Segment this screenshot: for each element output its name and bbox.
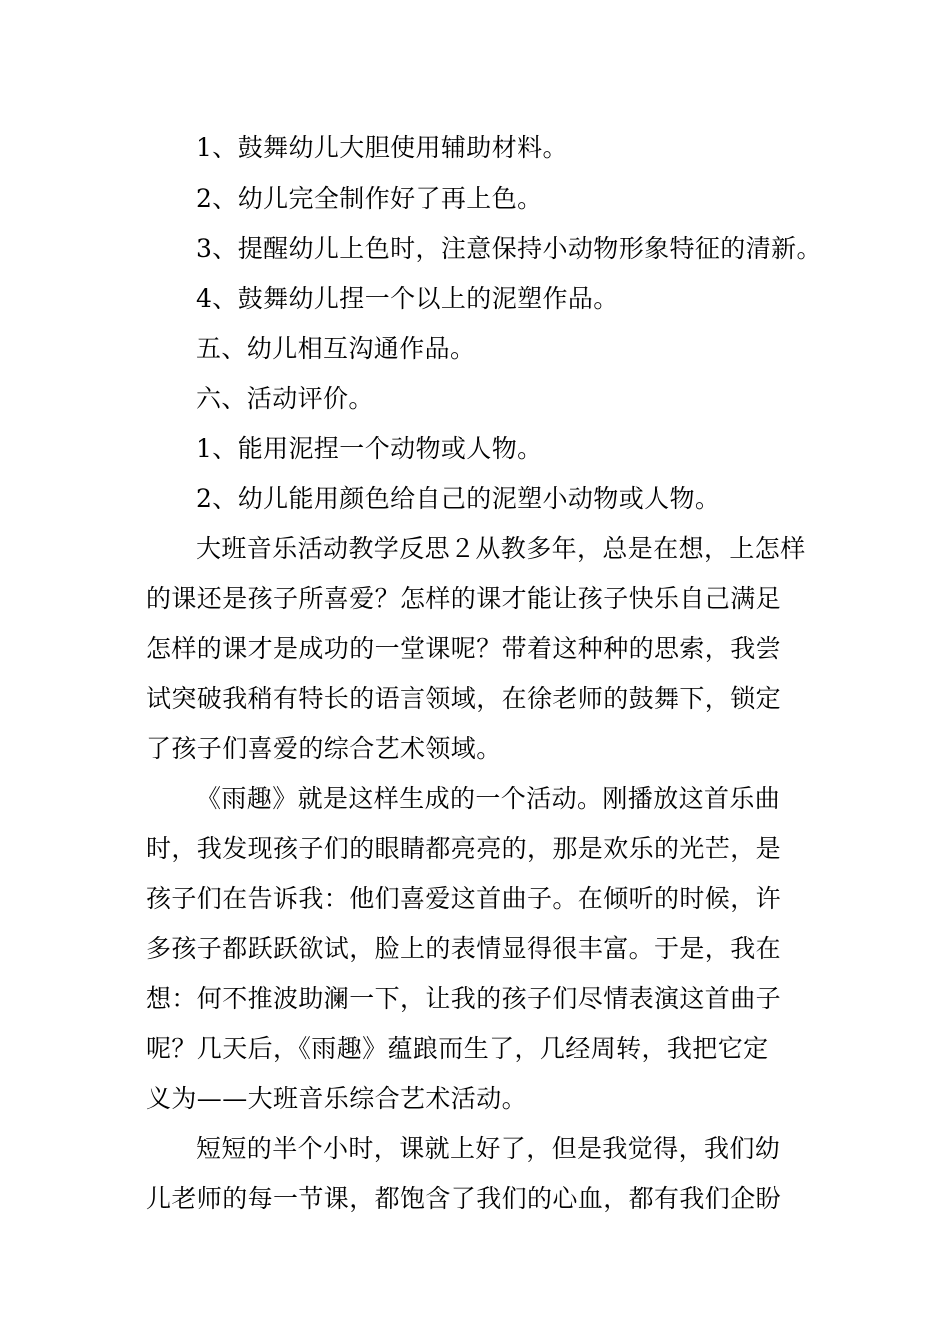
section-heading-6: 六、活动评价。 bbox=[196, 384, 374, 413]
paragraph-line: 《雨趣》就是这样生成的一个活动。刚播放这首乐曲 bbox=[196, 784, 781, 813]
list-item-4: 4、鼓舞幼儿捏一个以上的泥塑作品。 bbox=[196, 284, 619, 313]
paragraph-line: 时，我发现孩子们的眼睛都亮亮的，那是欢乐的光芒，是 bbox=[146, 834, 782, 863]
paragraph-line: 多孩子都跃跃欲试，脸上的表情显得很丰富。于是，我在 bbox=[146, 934, 782, 963]
evaluation-item-2: 2、幼儿能用颜色给自己的泥塑小动物或人物。 bbox=[196, 484, 721, 513]
paragraph-line: 大班音乐活动教学反思２从教多年，总是在想，上怎样 bbox=[196, 534, 806, 563]
paragraph-line: 短短的半个小时，课就上好了，但是我觉得，我们幼 bbox=[196, 1134, 781, 1163]
list-item-2: 2、幼儿完全制作好了再上色。 bbox=[196, 184, 543, 213]
section-heading-5: 五、幼儿相互沟通作品。 bbox=[196, 334, 476, 363]
list-item-3: 3、提醒幼儿上色时，注意保持小动物形象特征的清新。 bbox=[196, 234, 822, 263]
paragraph-line: 试突破我稍有特长的语言领域，在徐老师的鼓舞下，锁定 bbox=[146, 684, 782, 713]
paragraph-line: 了孩子们喜爱的综合艺术领域。 bbox=[146, 734, 502, 763]
paragraph-line: 的课还是孩子所喜爱？怎样的课才能让孩子快乐自己满足 bbox=[146, 584, 782, 613]
paragraph-line: 呢？几天后，《雨趣》蕴踉而生了，几经周转，我把它定 bbox=[146, 1034, 769, 1063]
paragraph-line: 儿老师的每一节课，都饱含了我们的心血，都有我们企盼 bbox=[146, 1184, 782, 1213]
evaluation-item-1: 1、能用泥捏一个动物或人物。 bbox=[196, 434, 543, 463]
paragraph-line: 怎样的课才是成功的一堂课呢？带着这种种的思索，我尝 bbox=[146, 634, 782, 663]
paragraph-line: 想：何不推波助澜一下，让我的孩子们尽情表演这首曲子 bbox=[146, 984, 782, 1013]
paragraph-line: 孩子们在告诉我：他们喜爱这首曲子。在倾听的时候，许 bbox=[146, 884, 782, 913]
paragraph-line: 义为——大班音乐综合艺术活动。 bbox=[146, 1084, 528, 1113]
list-item-1: 1、鼓舞幼儿大胆使用辅助材料。 bbox=[196, 133, 568, 162]
